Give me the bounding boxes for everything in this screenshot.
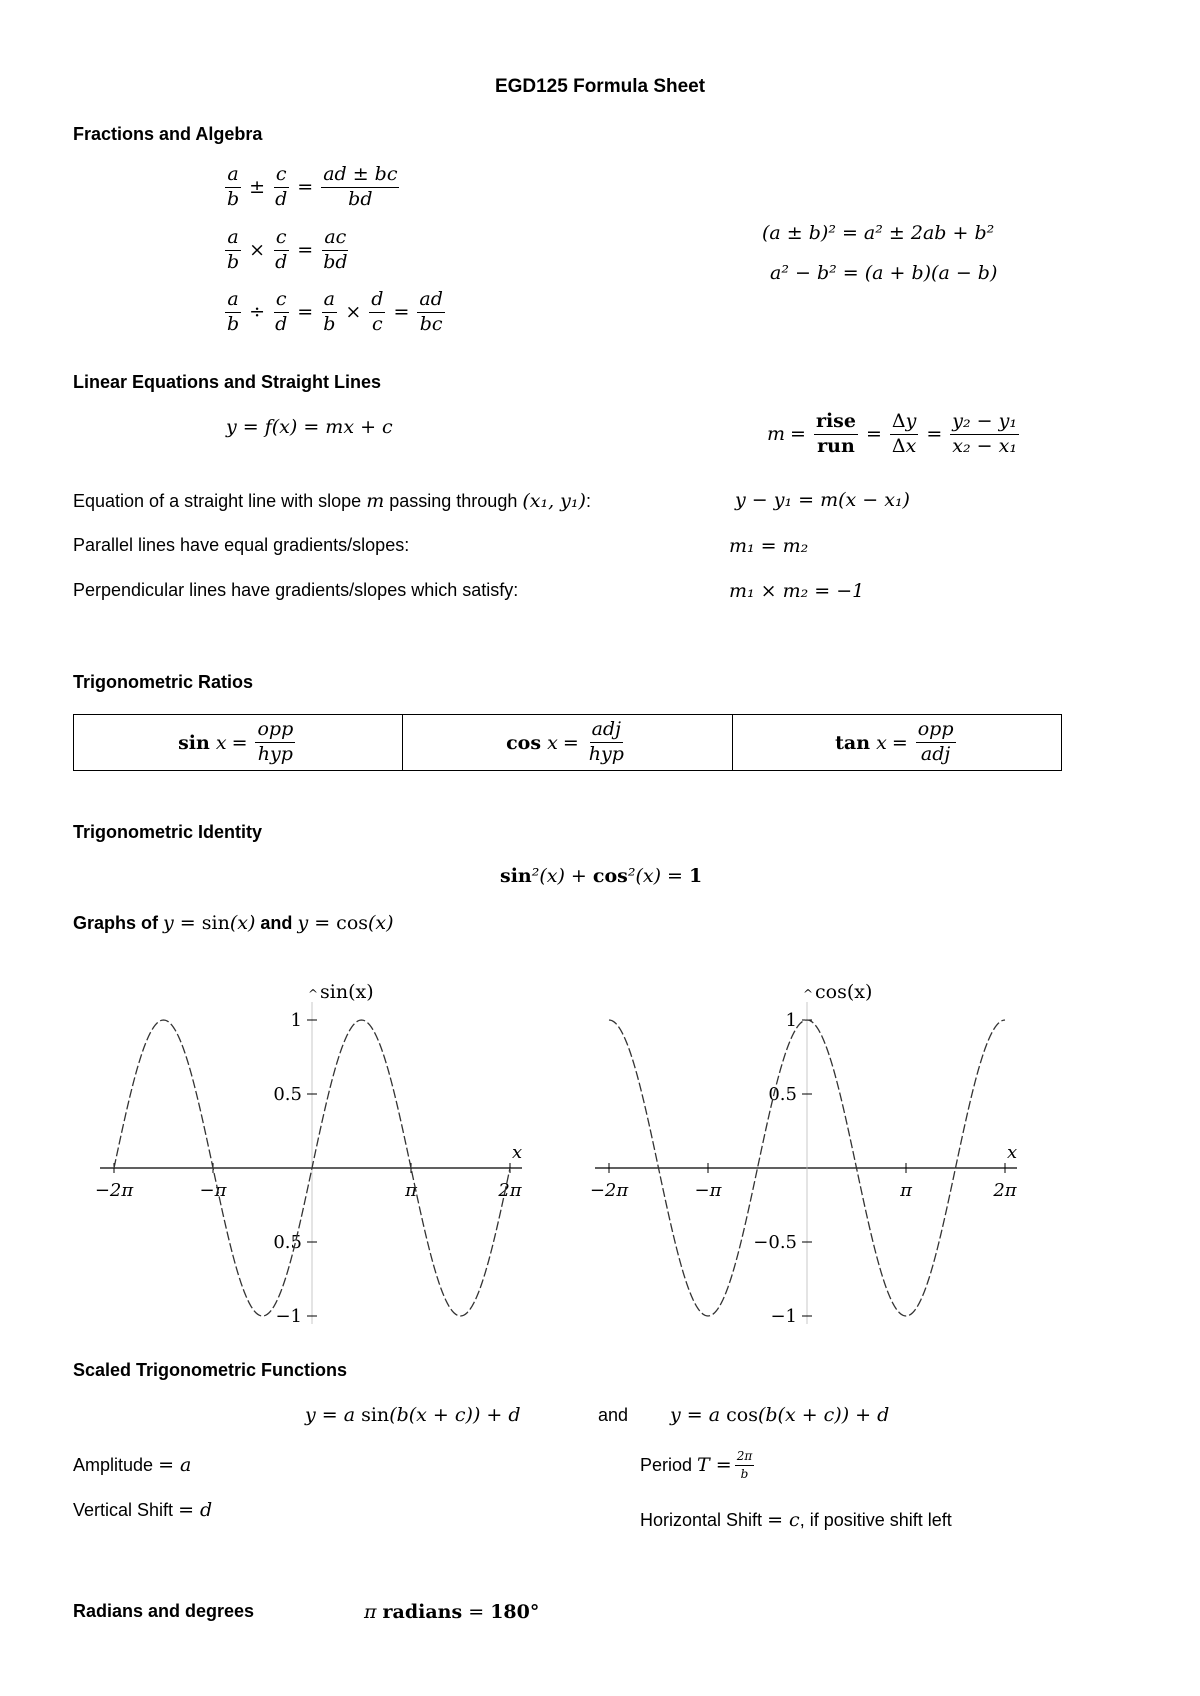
x-tick-label: −π — [199, 1180, 227, 1201]
y-tick-label: 1 — [785, 1010, 797, 1031]
formula-pythagorean-identity: sin²(x) + cos²(x) = 1 — [500, 865, 703, 887]
y-tick-label: −1 — [275, 1306, 302, 1327]
trig-cell-sin: sin x = $\frac{\text{opp}}{\text{hyp}}$ — [178, 718, 294, 765]
x-tick-label: 2π — [498, 1180, 522, 1201]
formula-point-slope: y − y₁ = m(x − x₁) — [735, 489, 910, 511]
section-heading-trig-ratios: Trigonometric Ratios — [73, 672, 254, 692]
sin-graph — [80, 960, 540, 1330]
x-axis-label: x — [1007, 1142, 1018, 1163]
x-tick-label: −2π — [94, 1180, 134, 1201]
chart-title: cos(x) — [815, 981, 873, 1003]
horizontal-shift-line: Horizontal Shift = c, if positive shift left — [640, 1509, 952, 1531]
formula-difference-of-squares: a² − b² = (a + b)(a − b) — [770, 262, 998, 284]
y-axis-arrow: ^ — [803, 987, 814, 1001]
y-axis-arrow: ^ — [308, 987, 319, 1001]
parallel-description: Parallel lines have equal gradients/slopes: — [73, 535, 410, 555]
vertical-shift-line: Vertical Shift = d — [73, 1499, 213, 1521]
section-heading-radians: Radians and degrees — [73, 1601, 255, 1621]
formula-line-equation: y = f(x) = mx + c — [226, 416, 393, 438]
formula-perpendicular: m₁ × m₂ = −1 — [729, 580, 865, 602]
section-heading-graphs: Graphs of y = sin(x) and y = cos(x) — [73, 912, 394, 934]
section-heading-linear: Linear Equations and Straight Lines — [73, 372, 382, 392]
section-heading-fractions: Fractions and Algebra — [73, 124, 263, 144]
formula-parallel: m₁ = m₂ — [729, 535, 809, 557]
cos-graph — [575, 960, 1035, 1330]
run-label: run — [817, 434, 855, 457]
period-line: Period T = $\frac{2\pi}{b}$ — [640, 1449, 753, 1481]
x-tick-label: −π — [694, 1180, 722, 1201]
formula-fraction-divide: $\frac{a}{b}$ ÷ $\frac{c}{d}$ = $\frac{a}{b}$ × $\frac{d}{c}$ = $\frac{ad}{bc}$ — [227, 288, 443, 335]
formula-slope: m = $\frac{\text{rise}}{\text{run}}$ = $\frac{\Delta y}{\Delta x}$ = $\frac{\text{y₂ − y₁}}{\text{x₂ − x₁}}$ — [767, 410, 1017, 457]
x-tick-label: 2π — [993, 1180, 1017, 1201]
section-heading-trig-identity: Trigonometric Identity — [73, 822, 263, 842]
scaled-and-label: and — [598, 1405, 629, 1425]
formula-fraction-add: $\frac{a}{b}$ ± $\frac{c}{d}$ = $\frac{ad \pm bc}{bd}$ — [227, 163, 398, 210]
page-title: EGD125 Formula Sheet — [494, 76, 706, 97]
y-tick-label: 0.5 — [273, 1084, 302, 1105]
chart-title: sin(x) — [320, 981, 374, 1003]
y-tick-label: −0.5 — [753, 1232, 797, 1253]
trig-cell-tan: tan x = $\frac{\text{opp}}{\text{adj}}$ — [732, 715, 1061, 770]
x-tick-label: π — [405, 1180, 417, 1201]
amplitude-line: Amplitude = a — [73, 1454, 192, 1476]
y-tick-label: −1 — [770, 1306, 797, 1327]
perpendicular-description: Perpendicular lines have gradients/slopes which satisfy: — [73, 580, 519, 600]
x-tick-label: −2π — [589, 1180, 629, 1201]
point-slope-description: Equation of a straight line with slope m passing through (x₁, y₁): — [73, 490, 591, 512]
rise-label: rise — [815, 410, 856, 432]
x-tick-label: π — [900, 1180, 912, 1201]
formula-scaled-sin: y = a sin(b(x + c)) + d — [305, 1404, 521, 1426]
x-axis-label: x — [512, 1142, 523, 1163]
section-heading-scaled: Scaled Trigonometric Functions — [73, 1360, 348, 1380]
formula-scaled-cos: y = a cos(b(x + c)) + d — [670, 1404, 890, 1426]
y-tick-label: 0.5 — [768, 1084, 797, 1105]
trig-cell-cos: cos x = $\frac{\text{adj}}{\text{hyp}}$ — [402, 715, 731, 770]
trig-ratios-table — [73, 714, 1062, 771]
y-tick-label: 0.5 — [273, 1232, 302, 1253]
formula-fraction-multiply: $\frac{a}{b}$ × $\frac{c}{d}$ = $\frac{ac}{bd}$ — [227, 226, 348, 273]
formula-radians: π radians = 180° — [364, 1601, 540, 1623]
formula-square-binomial: (a ± b)² = a² ± 2ab + b² — [762, 222, 995, 244]
y-tick-label: 1 — [290, 1010, 302, 1031]
